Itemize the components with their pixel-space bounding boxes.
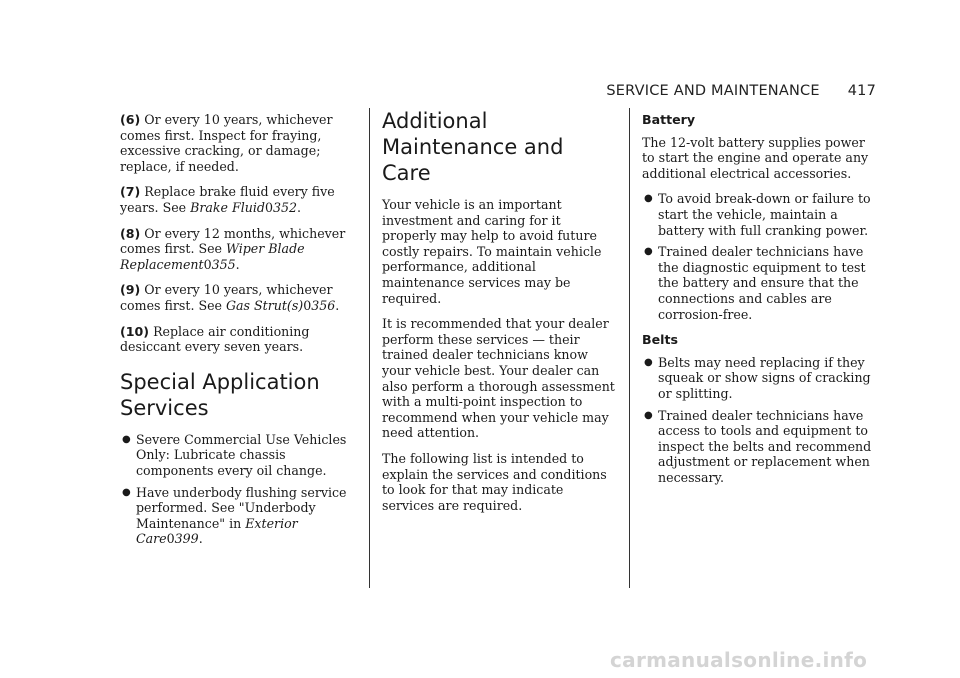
section-title: SERVICE AND MAINTENANCE [606, 83, 820, 99]
footnote-8 [120, 226, 354, 273]
list-item [642, 191, 876, 238]
page-number: 417 [847, 83, 876, 99]
bullet-icon: ● [122, 486, 131, 498]
list-item-text: Belts may need replacing if they squeak or show signs of cracking or splitting. [658, 354, 871, 401]
additional-maintenance-heading: Additional Maintenance and Care [382, 109, 564, 185]
footnote-number: (10) [120, 323, 150, 339]
list-item [642, 408, 876, 486]
paragraph: Your vehicle is an important investment and caring for it properly may help to avoid future costly repairs. To maintain vehicle performance, additional maintenance services may be required. [382, 197, 602, 306]
page-header [606, 83, 876, 99]
punctuation: . [235, 256, 240, 272]
list-item-text: Severe Commercial Use Vehicles Only: Lubricate chassis components every oil change. [136, 431, 347, 478]
list-item [120, 432, 354, 479]
battery-paragraph: The 12-volt battery supplies power to start the engine and operate any additional electrical accessories. [642, 134, 869, 181]
punctuation: . [335, 297, 340, 313]
paragraph: It is recommended that your dealer perform these services — their trained dealer technicians know your vehicle best. Your dealer can also perform a thorough assessment with a multi-point inspection to recommend when your vehicle may need attention. [382, 316, 615, 441]
footnote-6 [120, 112, 354, 174]
column-2 [382, 109, 616, 523]
page-arrow: 0 [303, 297, 312, 313]
battery-list [642, 191, 876, 322]
punctuation: . [297, 199, 302, 215]
punctuation: . [198, 531, 203, 547]
list-item-text: Trained dealer technicians have the diagnostic equipment to test the battery and ensure that the connections and cables are corrosion-free. [658, 244, 866, 322]
bullet-icon: ● [644, 356, 653, 368]
list-item [642, 355, 876, 402]
column-1 [120, 112, 354, 557]
special-application-heading: Special Application Services [120, 369, 320, 420]
bullet-icon: ● [122, 433, 131, 445]
page-arrow: 0 [203, 256, 212, 272]
footnote-text: Or every 12 months, whichever comes first. See [120, 225, 346, 257]
bullet-icon: ● [644, 409, 653, 421]
battery-heading: Battery [642, 112, 696, 127]
footnote-number: (9) [120, 282, 141, 298]
list-item-text: To avoid break-down or failure to start the vehicle, maintain a battery with full cranking power. [658, 191, 871, 238]
belts-heading: Belts [642, 332, 678, 348]
footnote-text: Or every 10 years, whichever comes first. Inspect for fraying, excessive cracking, or damage; replace, if needed. [120, 112, 333, 174]
footnote-text: Replace air conditioning desiccant every seven years. [120, 323, 310, 355]
footnote-9 [120, 282, 354, 313]
cross-reference-page[interactable]: 399 [174, 531, 199, 547]
column-divider-1 [369, 108, 370, 588]
list-item-text: Trained dealer technicians have access to tools and equipment to inspect the belts and recommend adjustment or replacement when necessary. [658, 407, 872, 485]
bullet-icon: ● [644, 246, 653, 258]
watermark: carmanualsonline.info [610, 648, 868, 672]
cross-reference-page[interactable]: 356 [311, 297, 336, 313]
footnote-number: (7) [120, 184, 141, 200]
footnote-text: Or every 10 years, whichever comes first. See [120, 282, 333, 313]
footnote-number: (6) [120, 112, 141, 127]
footnote-10 [120, 324, 354, 355]
belts-list [642, 355, 876, 486]
paragraph: The following list is intended to explain the services and conditions to look for that may indicate services are required. [382, 450, 607, 513]
footnote-text: Replace brake fluid every five years. See [120, 184, 335, 215]
cross-reference-link[interactable]: Brake Fluid [190, 199, 265, 215]
cross-reference-page[interactable]: 352 [272, 199, 298, 215]
footnote-number: (8) [120, 225, 141, 241]
list-item [642, 244, 876, 322]
column-divider-2 [629, 108, 630, 588]
cross-reference-link[interactable]: Wiper Blade Replacement [120, 241, 305, 272]
column-3 [642, 112, 876, 495]
cross-reference-link[interactable]: Gas Strut(s) [225, 297, 304, 313]
page-arrow: 0 [264, 199, 273, 215]
footnote-7 [120, 184, 354, 215]
bullet-icon: ● [644, 193, 653, 205]
cross-reference-link[interactable]: Exterior Care [136, 515, 298, 547]
cross-reference-page[interactable]: 355 [211, 256, 236, 272]
list-item-text: Have underbody flushing service performed. See "Underbody Maintenance" in [136, 484, 347, 531]
page-arrow: 0 [166, 531, 175, 547]
special-application-list [120, 432, 354, 547]
list-item [120, 485, 354, 547]
